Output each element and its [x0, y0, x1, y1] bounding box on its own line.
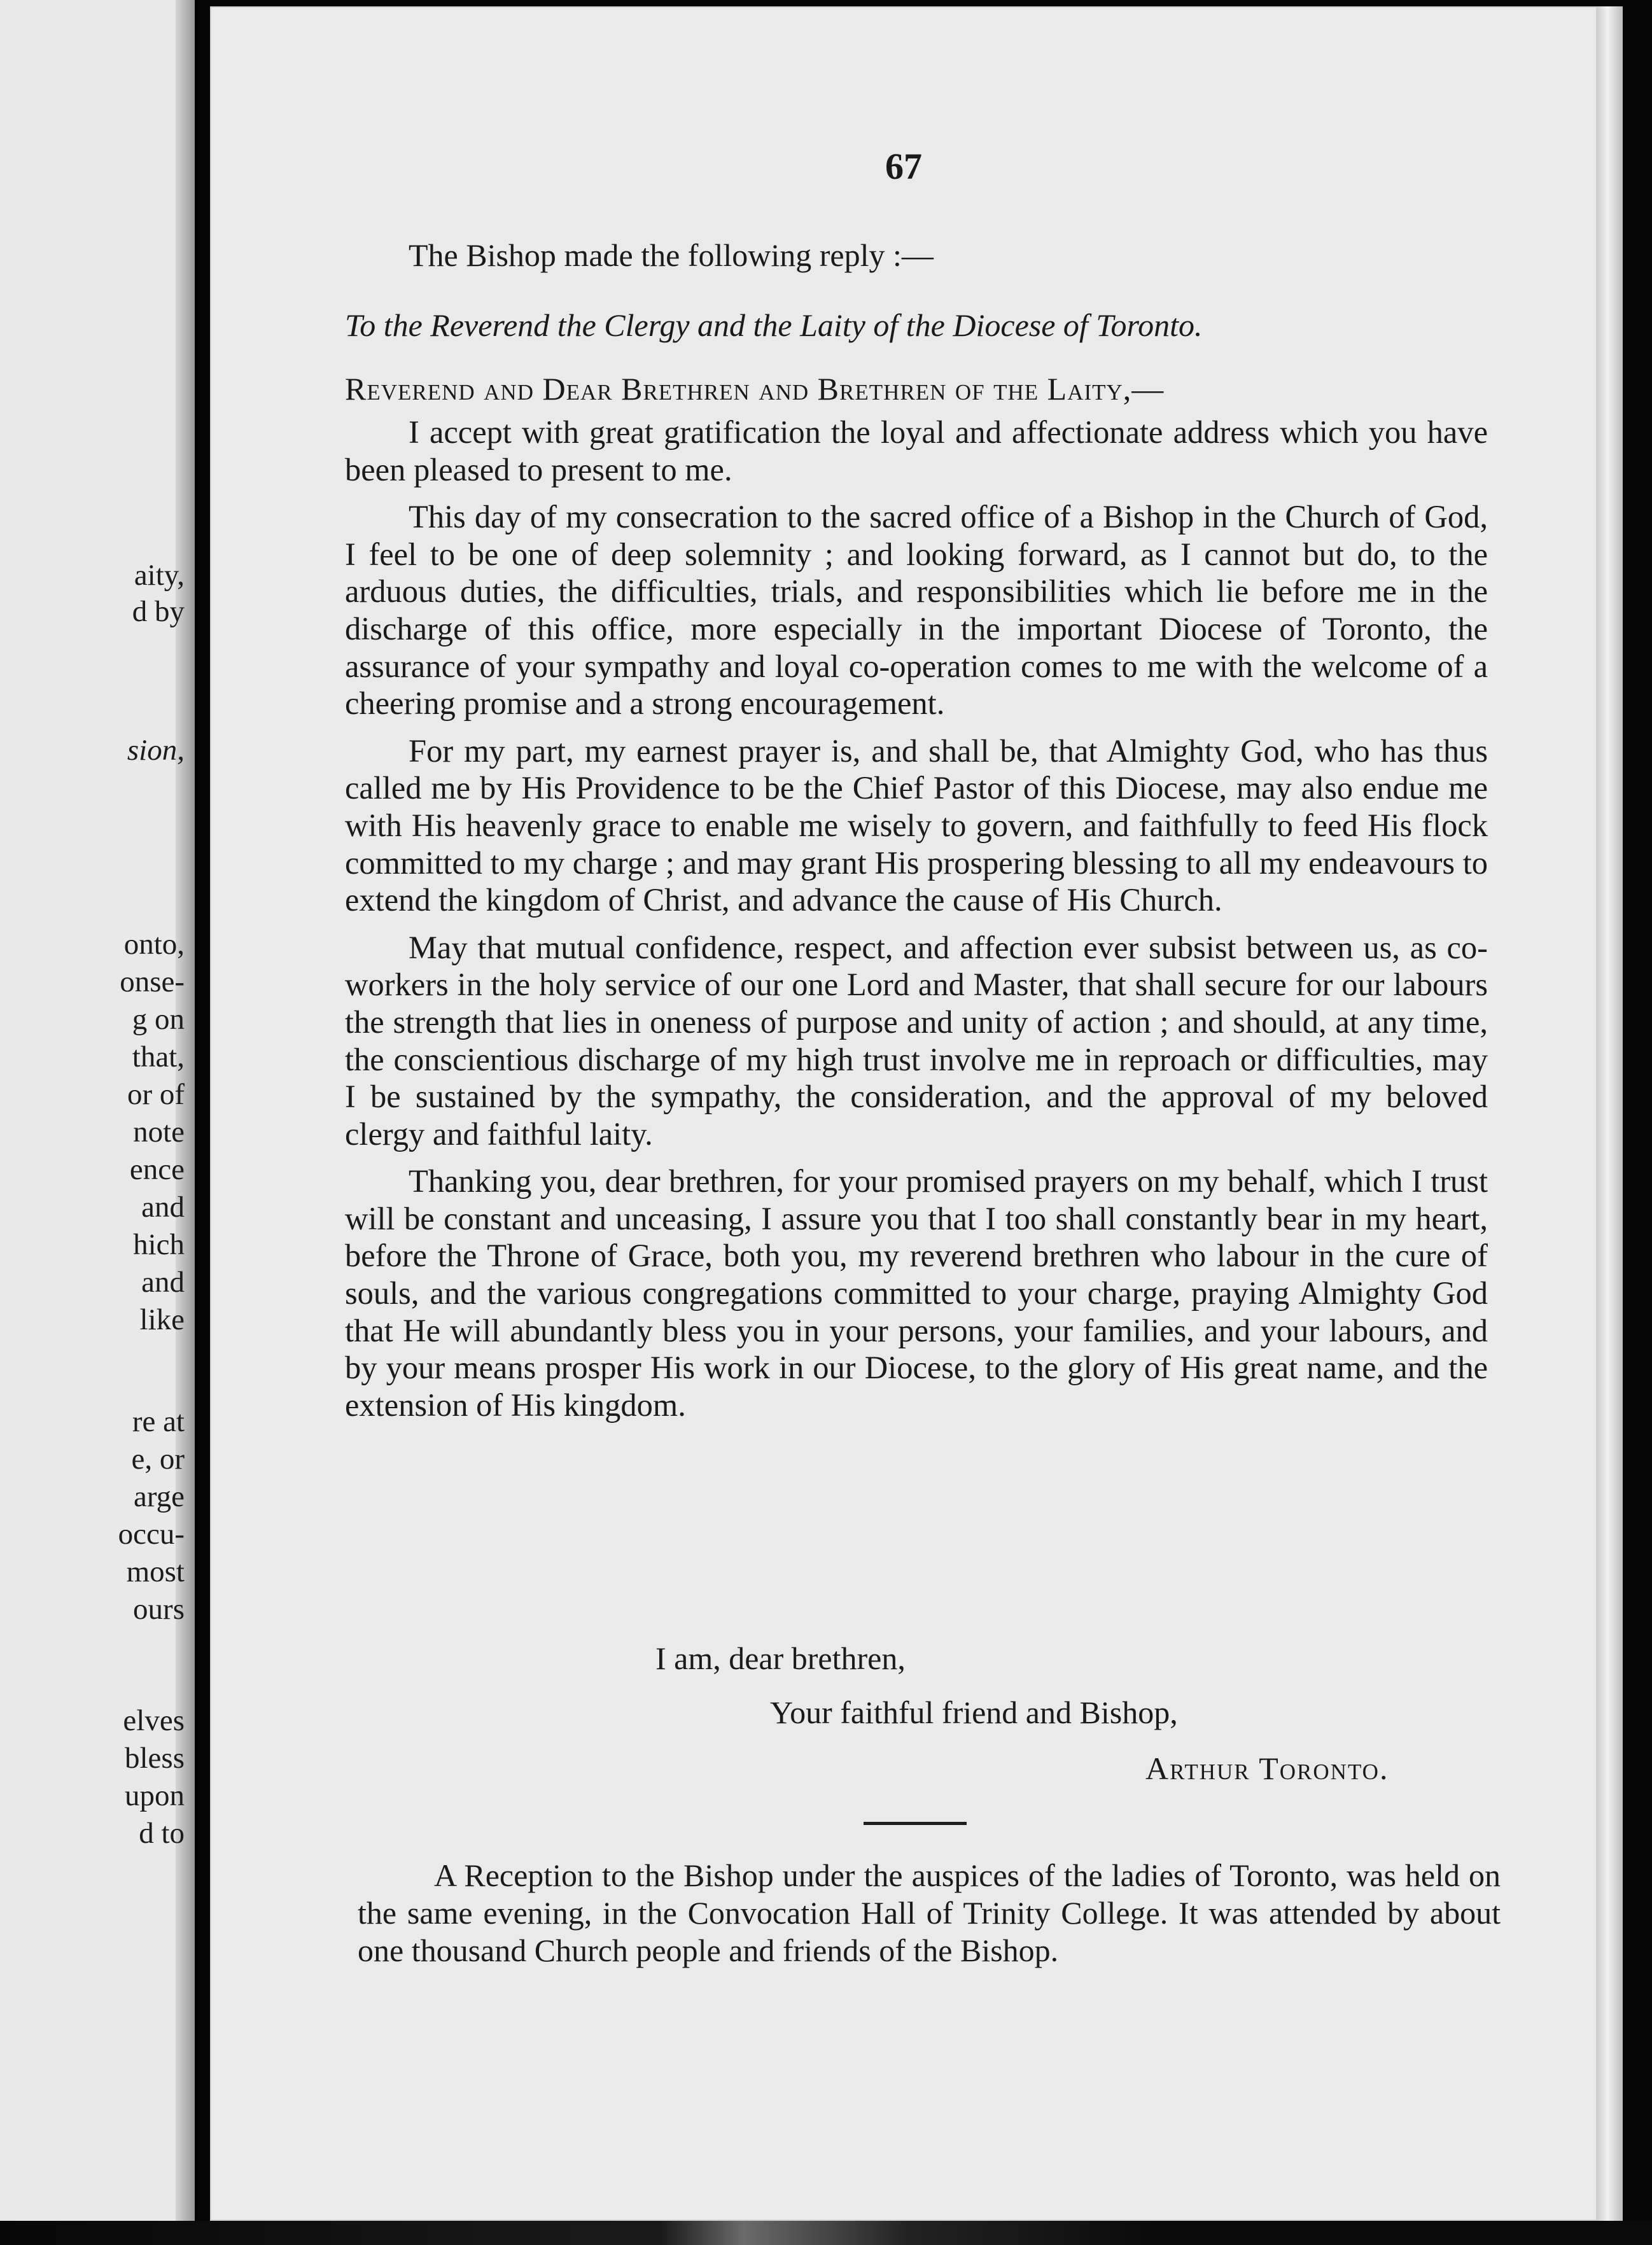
reply-body [345, 414, 1488, 1434]
facing-page-fragment: d by [132, 595, 185, 628]
facing-page-fragment: occu- [118, 1518, 185, 1551]
facing-page-fragment: bless [125, 1742, 185, 1775]
paragraph: Thanking you, dear brethren, for your promised prayers on my behalf, which I trust will be constant and unceasing, I assure you that I too shall constantly bear in my heart, before the Throne of Grace, both you, my reverend brethren who labour in the cure of souls, and the various congregations committed to your charge, praying Almighty God that He will abundantly bless you in your persons, your families, and your labours, and by your means prosper His work in our Diocese, to the glory of His great name, and the extension of His kingdom. [345, 1163, 1488, 1423]
reception-note [358, 1857, 1501, 1969]
facing-page-fragment: note [133, 1116, 185, 1149]
address-heading: To the Reverend the Clergy and the Laity of the Diocese of Toronto. [345, 307, 1203, 343]
facing-page-fragment: g on [132, 1003, 185, 1036]
facing-page-fragment: hich [133, 1228, 185, 1261]
facing-page-fragment: e, or [131, 1443, 185, 1476]
paragraph: For my part, my earnest prayer is, and shall be, that Almighty God, who has thus called me by His Providence to be the Chief Pastor of this Diocese, may also endue me with His heavenly grace to enable me wisely to govern, and faithfully to feed His flock committed to my charge ; and may grant His prospering blessing to all my endeavours to extend the kingdom of Christ, and advance the cause of His Church. [345, 732, 1488, 918]
facing-page-fragment: and [141, 1266, 185, 1299]
paragraph: May that mutual confidence, respect, and affection ever subsist between us, as co-workers in the holy service of our one Lord and Master, that shall secure for our labours the strength that lies in oneness of purpose and unity of action ; and should, at any time, the conscientious discharge of my high trust involve me in reproach or difficulties, may I be sustained by the sympathy, the consideration, and the approval of my beloved clergy and faithful laity. [345, 929, 1488, 1152]
facing-page-fragment: aity, [134, 559, 185, 592]
intro-line: The Bishop made the following reply :— [409, 237, 934, 273]
scan-bottom-edge [0, 2221, 1652, 2245]
closing-line: I am, dear brethren, [655, 1640, 906, 1676]
paragraph: This day of my consecration to the sacred office of a Bishop in the Church of God, I feel to be one of deep solemnity ; and looking forward, as I cannot but do, to the arduous duties, the difficulties, trials, and responsibilities which lie before me in the discharge of this office, more especially in the important Diocese of Toronto, the assurance of your sympathy and loyal co-operation comes to me with the welcome of a cheering promise and a strong encouragement. [345, 499, 1488, 722]
closing-valediction: Your faithful friend and Bishop, [770, 1695, 1178, 1730]
facing-page-fragment: ours [133, 1593, 185, 1626]
facing-page-fragment: onto, [123, 928, 185, 961]
facing-page-fragment: most [126, 1555, 185, 1588]
paragraph: I accept with great gratification the loyal and affectionate address which you have been pleased to present to me. [345, 414, 1488, 487]
page-edge [1597, 6, 1623, 2221]
signature: Arthur Toronto. [1145, 1751, 1389, 1786]
document-page [210, 6, 1597, 2221]
facing-page-fragment: onse- [120, 965, 185, 998]
facing-page-fragment: and [141, 1191, 185, 1224]
facing-page-fragment: elves [123, 1704, 185, 1737]
facing-page-fragment: re at [132, 1405, 185, 1438]
salutation: Reverend and Dear Brethren and Brethren of the Laity,— [345, 371, 1165, 407]
facing-page-fragment: like [139, 1303, 185, 1336]
facing-page [0, 0, 195, 2245]
section-divider [864, 1822, 967, 1825]
paragraph: A Reception to the Bishop under the auspices of the ladies of Toronto, was held on the same evening, in the Convocation Hall of Trinity College. It was attended by about one thousand Church people and friends of the Bishop. [358, 1857, 1501, 1968]
facing-page-fragment: d to [139, 1817, 185, 1850]
facing-page-fragment: upon [125, 1779, 185, 1812]
facing-page-fragment: or of [127, 1078, 185, 1111]
page-number: 67 [885, 146, 922, 187]
facing-page-fragment: sion, [127, 734, 185, 767]
facing-page-fragment: ence [129, 1153, 185, 1186]
facing-page-fragment: arge [133, 1480, 185, 1513]
facing-page-fragment: that, [132, 1040, 185, 1074]
